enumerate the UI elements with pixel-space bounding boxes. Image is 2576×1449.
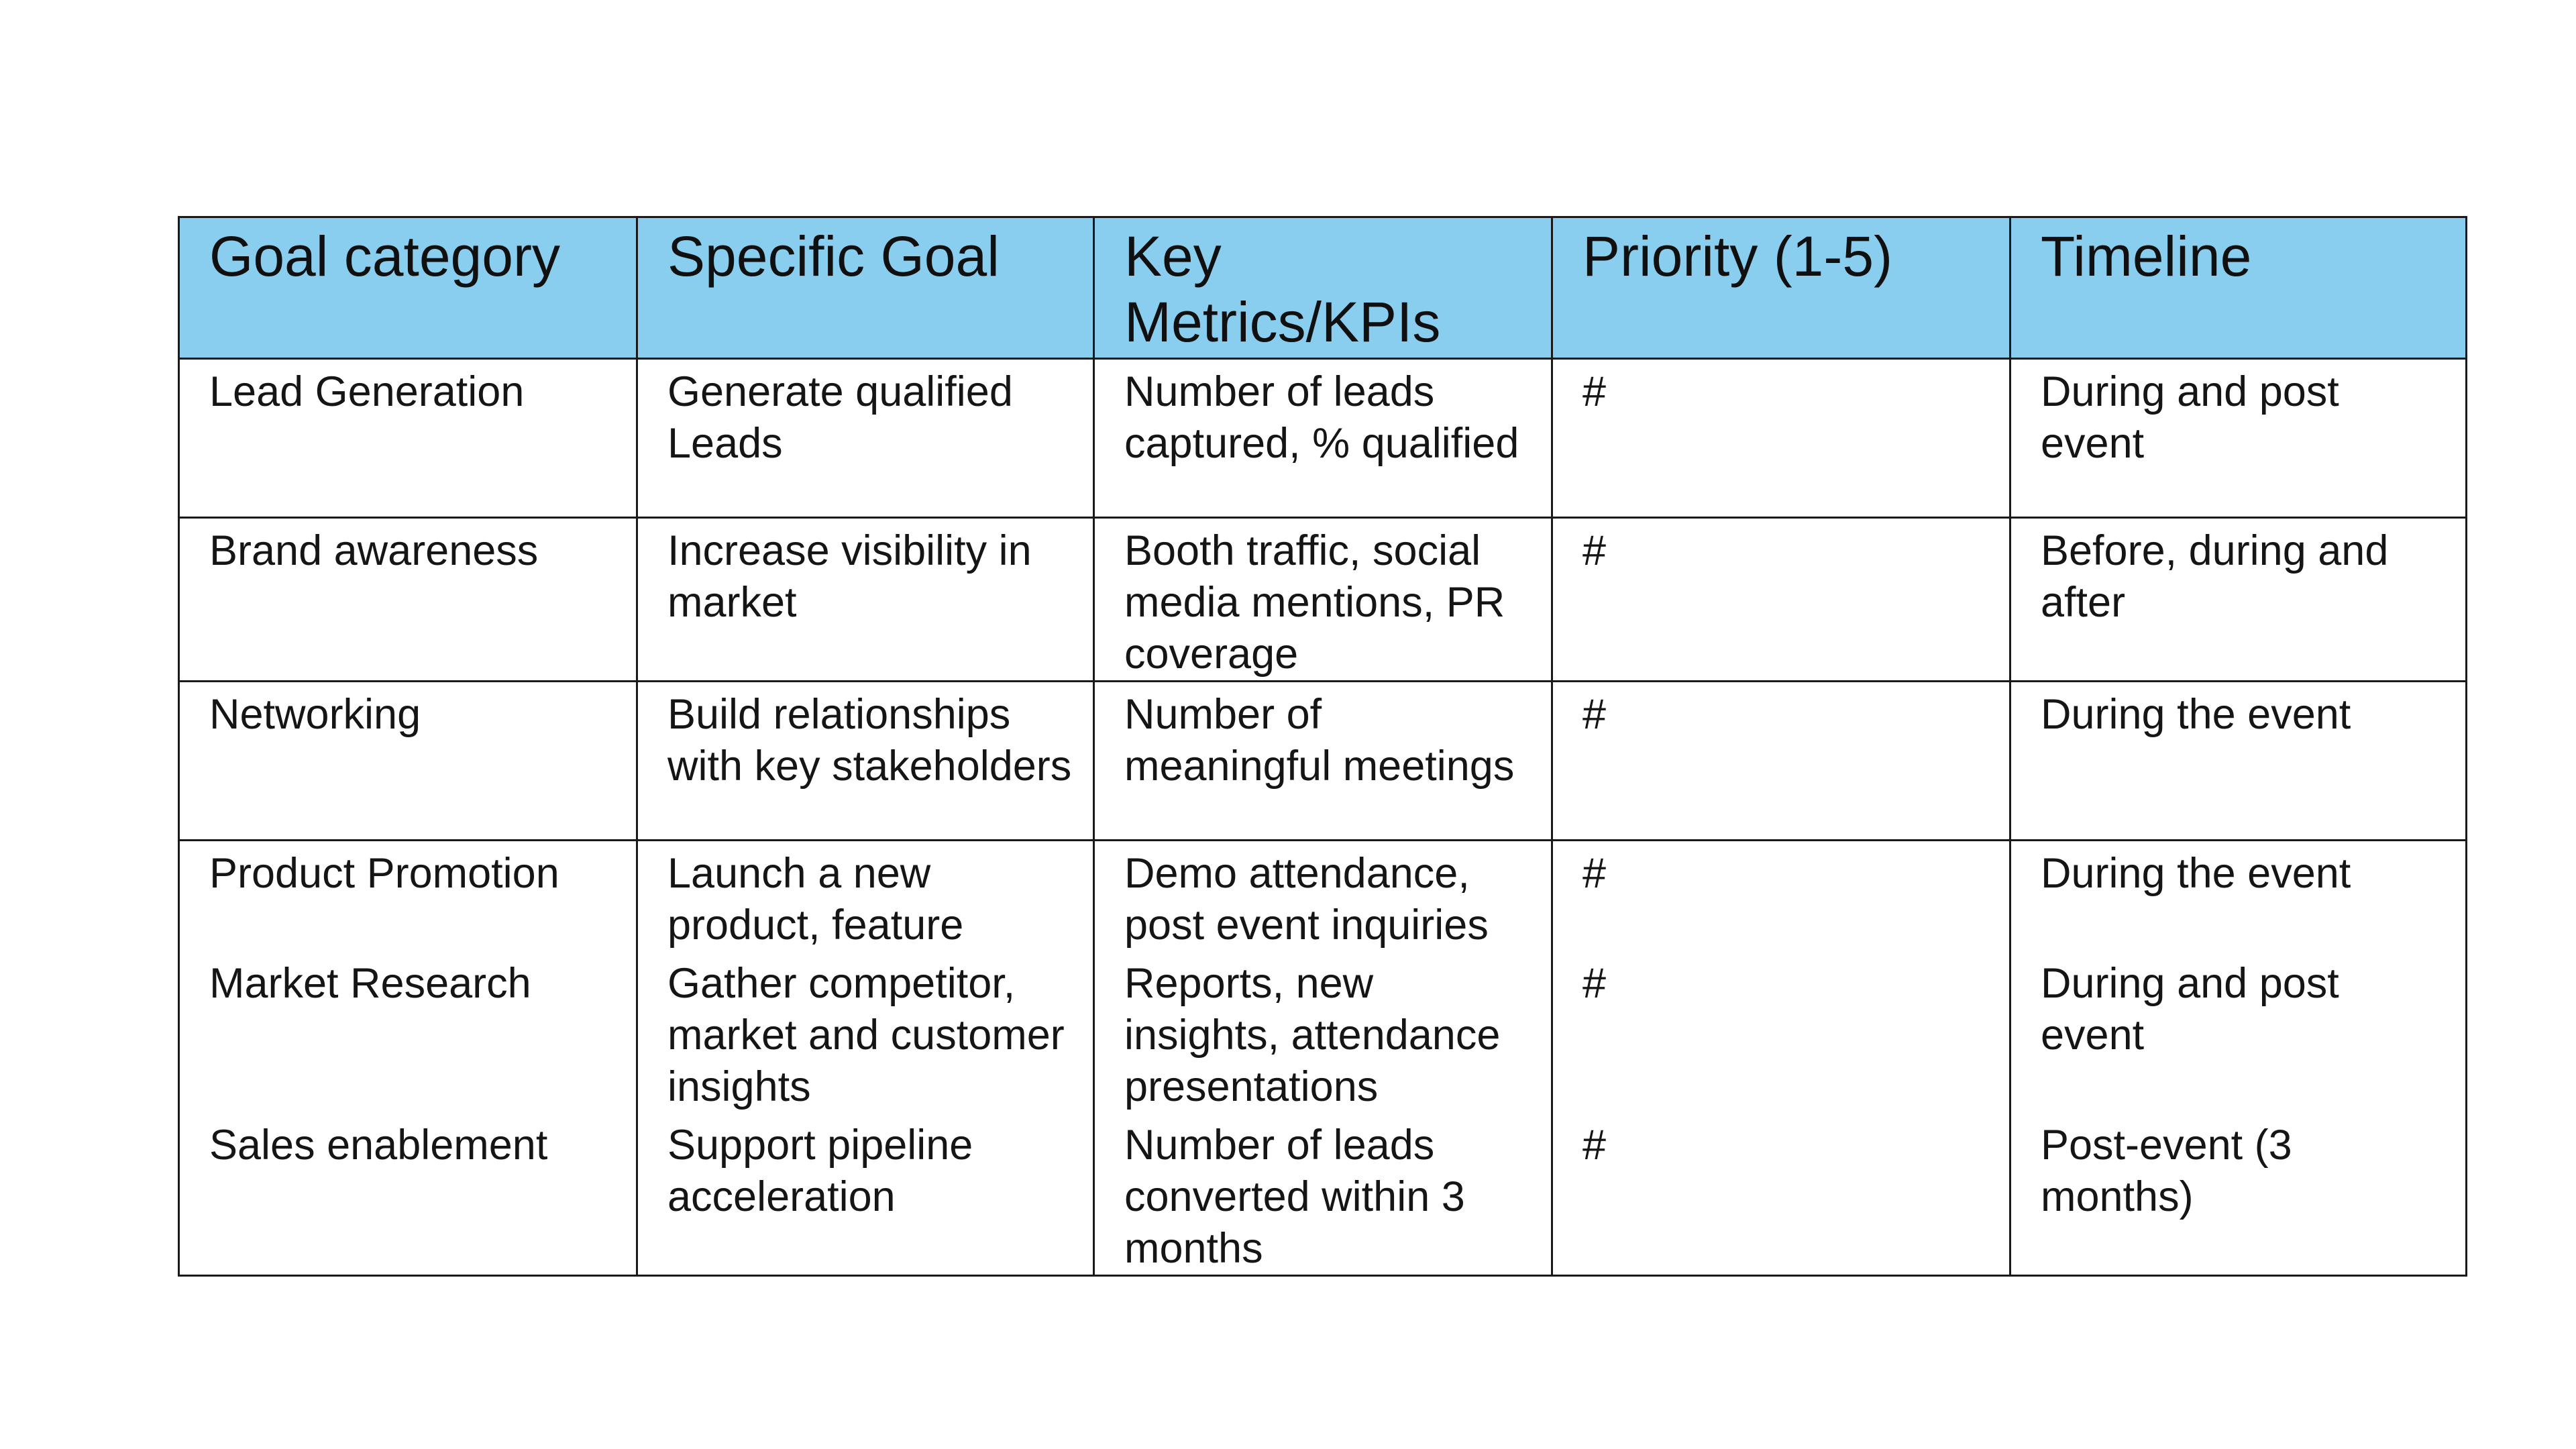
header-goal-category: Goal category <box>179 217 637 359</box>
cell-goal-category: Networking <box>179 682 637 841</box>
cell-timeline: During and post event <box>2010 359 2467 518</box>
cell-goal-category: Sales enablement <box>179 1113 637 1276</box>
cell-specific-goal: Build relationships with key stakeholders <box>637 682 1094 841</box>
cell-key-metrics: Reports, new insights, attendance presentations <box>1094 951 1552 1113</box>
cell-priority: # <box>1552 682 2010 841</box>
cell-specific-goal: Support pipeline acceleration <box>637 1113 1094 1276</box>
cell-priority: # <box>1552 518 2010 682</box>
cell-priority: # <box>1552 951 2010 1113</box>
cell-goal-category: Market Research <box>179 951 637 1113</box>
table-row <box>179 518 2467 682</box>
header-key-metrics: Key Metrics/KPIs <box>1094 217 1552 359</box>
header-specific-goal: Specific Goal <box>637 217 1094 359</box>
cell-key-metrics: Demo attendance, post event inquiries <box>1094 841 1552 952</box>
cell-timeline: During the event <box>2010 841 2467 952</box>
header-timeline: Timeline <box>2010 217 2467 359</box>
cell-specific-goal: Launch a new product, feature <box>637 841 1094 952</box>
cell-timeline: During and post event <box>2010 951 2467 1113</box>
cell-goal-category: Brand awareness <box>179 518 637 682</box>
cell-key-metrics: Number of meaningful meetings <box>1094 682 1552 841</box>
table-header-row <box>179 217 2467 359</box>
cell-priority: # <box>1552 1113 2010 1276</box>
cell-key-metrics: Booth traffic, social media mentions, PR coverage <box>1094 518 1552 682</box>
header-priority: Priority (1-5) <box>1552 217 2010 359</box>
goals-table <box>178 216 2467 1277</box>
cell-goal-category: Lead Generation <box>179 359 637 518</box>
cell-timeline: During the event <box>2010 682 2467 841</box>
cell-specific-goal: Generate qualified Leads <box>637 359 1094 518</box>
table-row <box>179 682 2467 841</box>
cell-key-metrics: Number of leads captured, % qualified <box>1094 359 1552 518</box>
cell-specific-goal: Increase visibility in market <box>637 518 1094 682</box>
table-row <box>179 1113 2467 1276</box>
cell-key-metrics: Number of leads converted within 3 months <box>1094 1113 1552 1276</box>
table-row <box>179 951 2467 1113</box>
cell-timeline: Post-event (3 months) <box>2010 1113 2467 1276</box>
table-row <box>179 841 2467 952</box>
cell-priority: # <box>1552 841 2010 952</box>
cell-timeline: Before, during and after <box>2010 518 2467 682</box>
cell-specific-goal: Gather competitor, market and customer insights <box>637 951 1094 1113</box>
cell-priority: # <box>1552 359 2010 518</box>
cell-goal-category: Product Promotion <box>179 841 637 952</box>
table-row <box>179 359 2467 518</box>
